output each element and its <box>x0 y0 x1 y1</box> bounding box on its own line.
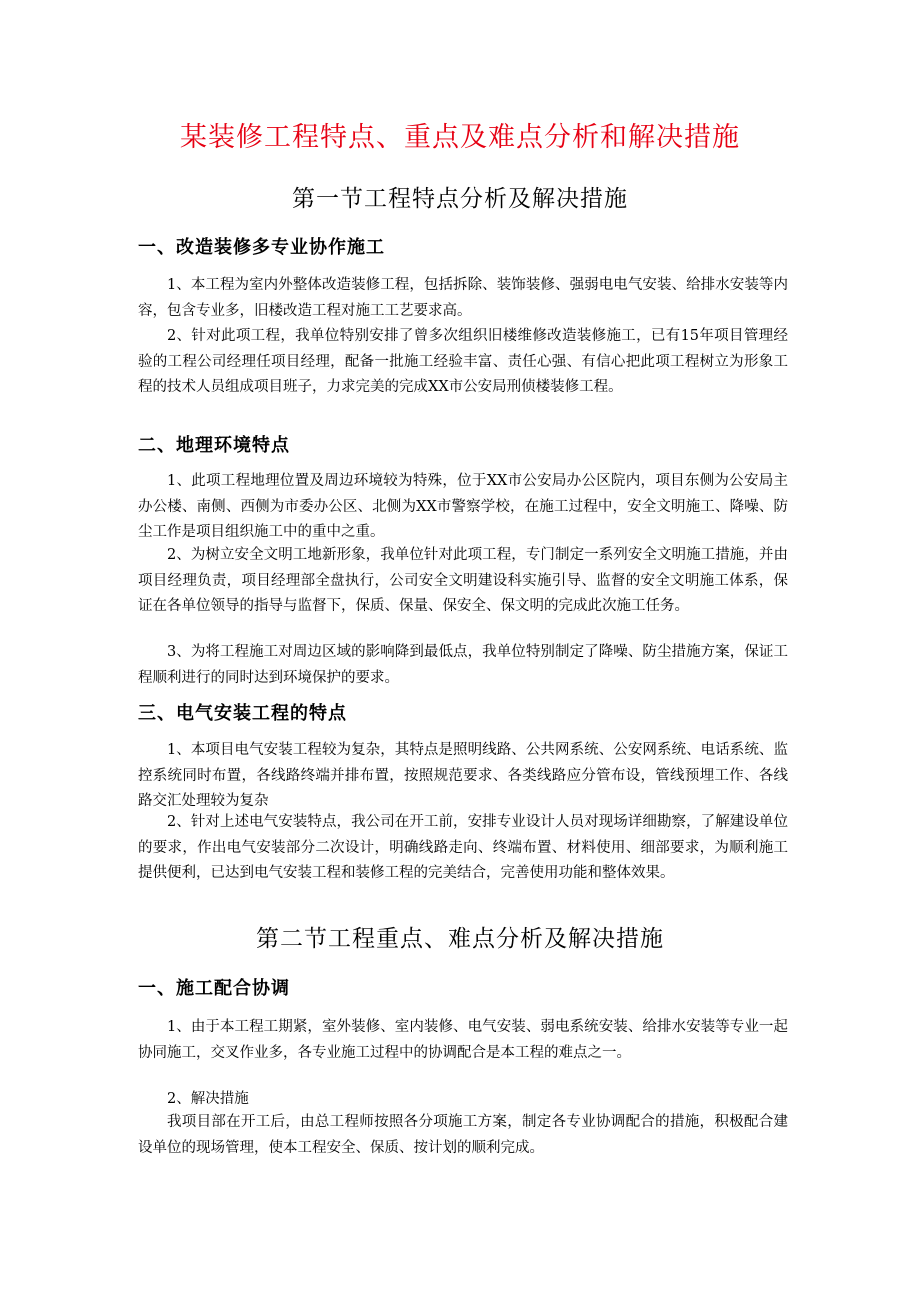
section-2-title: 第二节工程重点、难点分析及解决措施 <box>256 926 664 952</box>
section-1-heading-3: 三、电气安装工程的特点 <box>138 703 347 724</box>
section-1-heading-1: 一、改造装修多专业协作施工 <box>138 237 385 258</box>
paragraph: 3、为将工程施工对周边区域的影响降到最低点，我单位特别制定了降噪、防尘措施方案，保证工程顺利进行的同时达到环境保护的要求。 <box>138 644 788 686</box>
paragraph: 2、针对此项工程，我单位特别安排了曾多次组织旧楼维修改造装修施工，已有15年项目管理经验的工程公司经理任项目经理，配备一批施工经验丰富、责任心强、有信心把此项工程树立为形象工程的技术人员组成项目班子，力求完美的完成XX市公安局刑侦楼装修工程。 <box>138 328 788 395</box>
section-1-heading-2: 二、地理环境特点 <box>138 435 290 456</box>
section-2-heading-1: 一、施工配合协调 <box>138 978 290 999</box>
paragraph: 2、解决措施 <box>167 1091 249 1107</box>
paragraph: 2、为树立安全文明工地新形象，我单位针对此项工程，专门制定一系列安全文明施工措施，并由项目经理负责，项目经理部全盘执行，公司安全文明建设科实施引导、监督的安全文明施工体系，保证在各单位领导的指导与监督下，保质、保量、保安全、保文明的完成此次施工任务。 <box>138 547 788 614</box>
paragraph: 我项目部在开工后，由总工程师按照各分项施工方案，制定各专业协调配合的措施，积极配合建设单位的现场管理，使本工程安全、保质、按计划的顺利完成。 <box>138 1114 788 1156</box>
paragraph: 1、由于本工程工期紧，室外装修、室内装修、电气安装、弱电系统安装、给排水安装等专业一起协同施工，交叉作业多，各专业施工过程中的协调配合是本工程的难点之一。 <box>138 1019 788 1061</box>
paragraph: 2、针对上述电气安装特点，我公司在开工前，安排专业设计人员对现场详细勘察，了解建设单位的要求，作出电气安装部分二次设计，明确线路走向、终端布置、材料使用、细部要求，为顺利施工提供便利，已达到电气安装工程和装修工程的完美结合，完善使用功能和整体效果。 <box>138 814 788 881</box>
paragraph: 1、此项工程地理位置及周边环境较为特殊，位于XX市公安局办公区院内，项目东侧为公安局主办公楼、南侧、西侧为市委办公区、北侧为XX市警察学校，在施工过程中，安全文明施工、降噪、防尘工作是项目组织施工中的重中之重。 <box>138 473 788 540</box>
paragraph: 1、本项目电气安装工程较为复杂，其特点是照明线路、公共网系统、公安网系统、电话系统、监控系统同时布置，各线路终端并排布置，按照规范要求、各类线路应分管布设，管线预埋工作、各线路交汇处理较为复杂 <box>138 742 788 809</box>
document-title: 某装修工程特点、重点及难点分析和解决措施 <box>180 122 740 153</box>
paragraph: 1、本工程为室内外整体改造装修工程，包括拆除、装饰装修、强弱电电气安装、给排水安装等内容，包含专业多，旧楼改造工程对施工工艺要求高。 <box>138 277 788 319</box>
section-1-title: 第一节工程特点分析及解决措施 <box>292 186 628 212</box>
